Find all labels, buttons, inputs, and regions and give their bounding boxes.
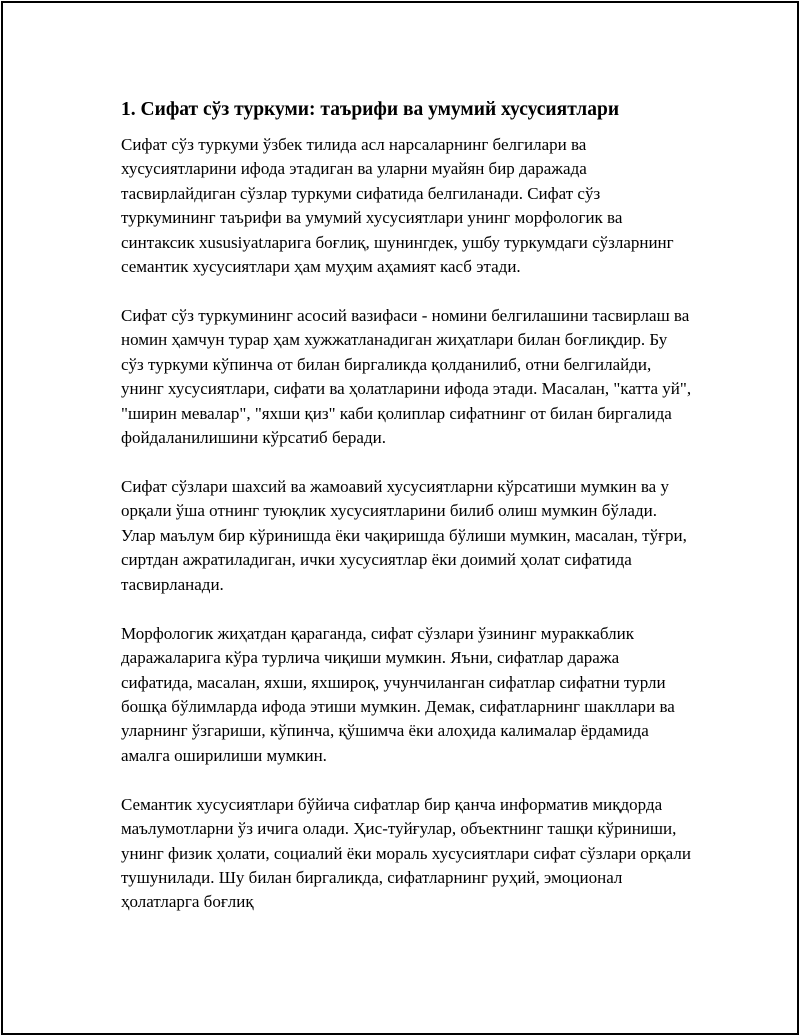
paragraph-4: Морфологик жиҳатдан қараганда, сифат сўзлари ўзининг мураккаблик даражаларига кўра турлича чиқиши мумкин. Яъни, сифатлар даража сифатида, масалан, яхши, яхшироқ, учунчиланган сифатлар сифатни турли бошқа бўлимларда ифода этиши мумкин. Демак, сифатларнинг шакллари ва уларнинг ўзгариши, кўпинча, қўшимча ёки алоҳида калималар ёрдамида амалга оширилиши мумкин. — [121, 623, 675, 765]
document-body — [121, 96, 693, 939]
paragraph-2: Сифат сўз туркумининг асосий вазифаси - номини белгилашини тасвирлаш ва номин ҳамчун турар ҳам хужжатланадиган жиҳатлари билан боғлиқдир. Бу сўз туркуми кўпинча от билан биргаликда қолданилиб, отни белгилайди, унинг хусусиятлари, сифати ва ҳолатларини ифода этади. Масалан, "катта уй", "ширин мевалар", "яхши қиз" каби қолиплар сифатнинг от билан биргалида фойдаланилишини кўрсатиб беради. — [121, 306, 692, 448]
paragraph-3: Сифат сўзлари шахсий ва жамоавий хусусиятларни кўрсатиши мумкин ва у орқали ўша отнинг туюқлик хусусиятларини билиб олиш мумкин бўлади. Улар маълум бир кўринишда ёки чақиришда бўлиши мумкин, масалан, тўғри, сиртдан ажратиладиган, ички хусусиятлар ёки доимий ҳолат сифатида тасвирланади. — [121, 477, 687, 594]
page-frame — [1, 1, 799, 1035]
paragraph-5: Семантик хусусиятлари бўйича сифатлар бир қанча информатив миқдорда маълумотларни ўз ичига олади. Ҳис-туйғулар, объектнинг ташқи кўриниши, унинг физик ҳолати, социалий ёки мораль хусусиятлари сифат сўзлари орқали тушунилади. Шу билан биргаликда, сифатларнинг руҳий, эмоционал ҳолатларга боғлиқ — [121, 794, 691, 912]
paragraph-1: Сифат сўз туркуми ўзбек тилида асл нарсаларнинг белгилари ва хусусиятларини ифода этадиган ва уларни муайян бир даражада тасвирлайдиган сўзлар туркуми сифатида белгиланади. Сифат сўз туркумининг таърифи ва умумий хусусиятлари унинг морфологик ва синтаксик xususiyatларига боғлиқ, шунингдек, ушбу туркумдаги сўзларнинг семантик хусусиятлари ҳам муҳим аҳамият касб этади. — [121, 135, 674, 277]
section-heading: 1. Сифат сўз туркуми: таърифи ва умумий хусусиятлари — [121, 99, 620, 120]
